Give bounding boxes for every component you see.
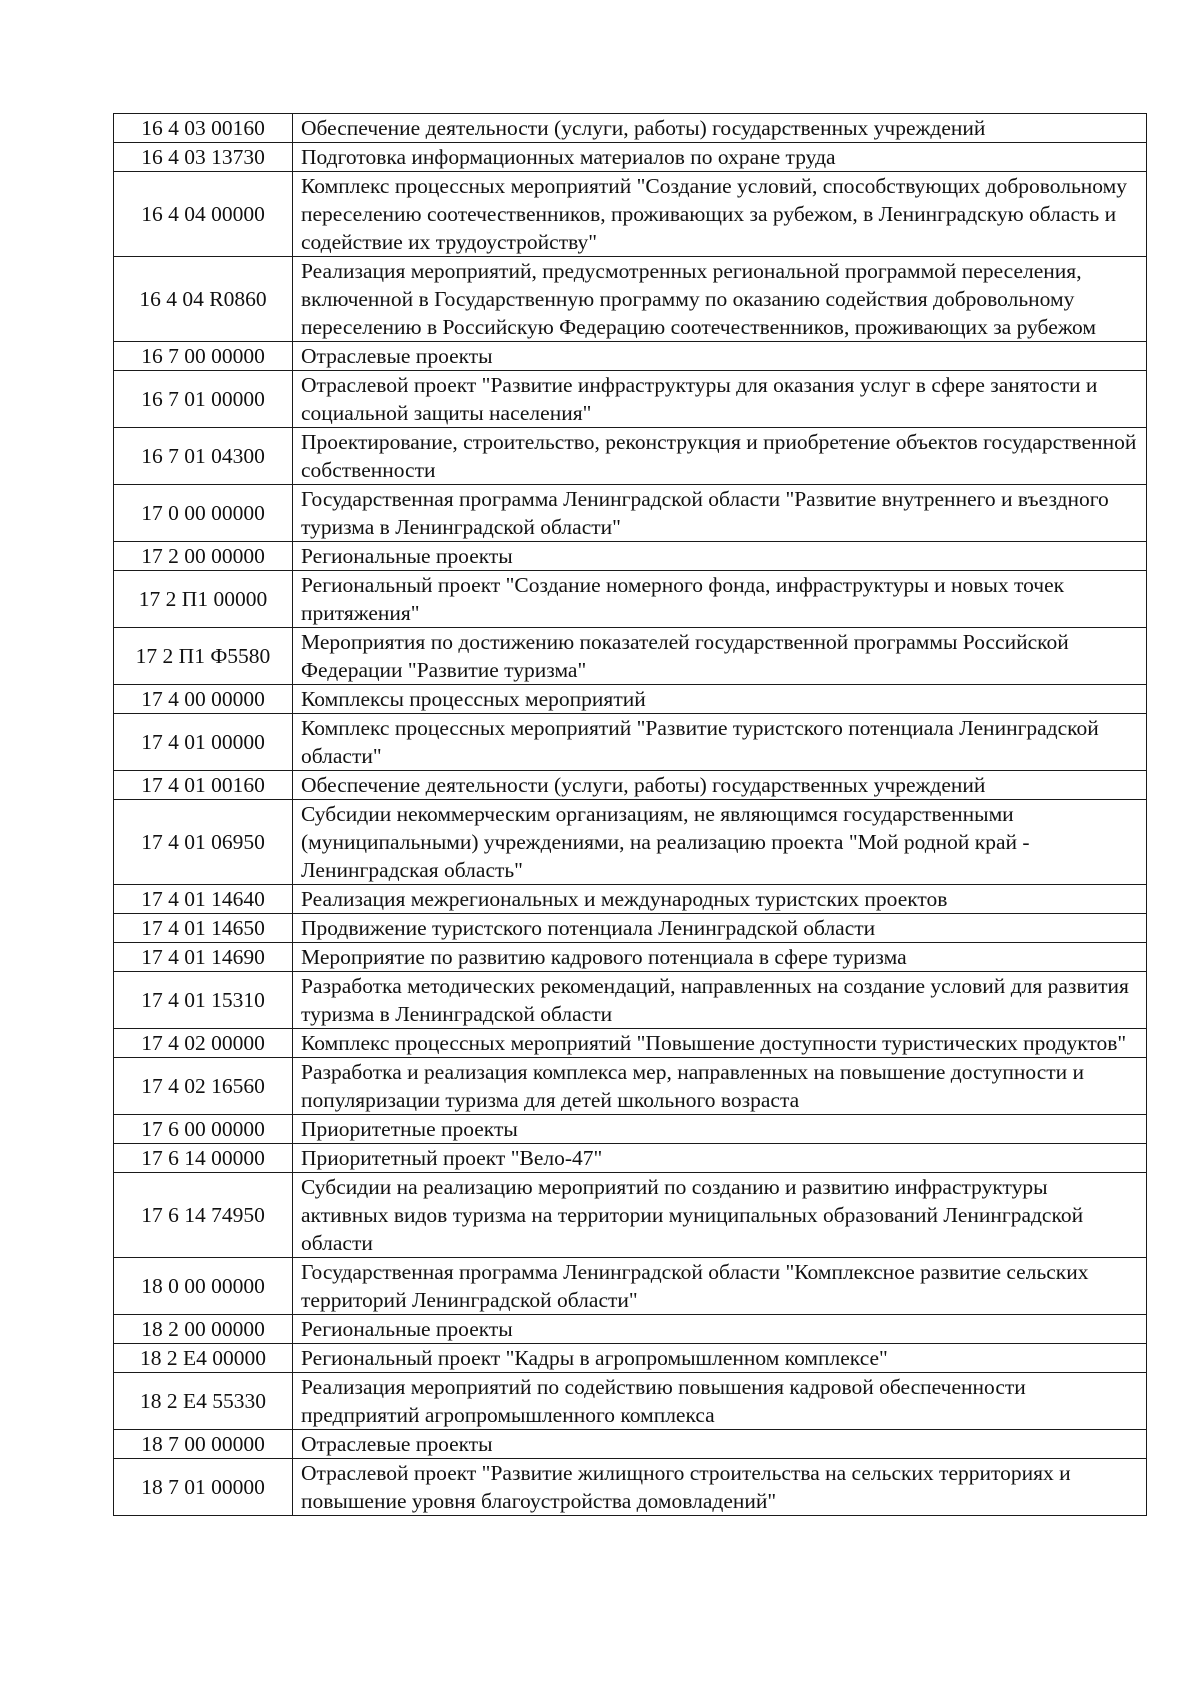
table-row — [114, 1058, 1147, 1115]
row-code: 17 2 00 00000 — [114, 542, 293, 571]
row-description: Реализация мероприятий по содействию повышения кадровой обеспеченности предприятий агропромышленного комплекса — [293, 1373, 1147, 1430]
row-description: Мероприятие по развитию кадрового потенциала в сфере туризма — [293, 943, 1147, 972]
row-description: Комплекс процессных мероприятий "Развитие туристского потенциала Ленинградской области" — [293, 714, 1147, 771]
table-row — [114, 1430, 1147, 1459]
table-row — [114, 371, 1147, 428]
row-code: 17 2 П1 00000 — [114, 571, 293, 628]
row-description: Отраслевой проект "Развитие жилищного строительства на сельских территориях и повышение уровня благоустройства домовладений" — [293, 1459, 1147, 1516]
table-row — [114, 1373, 1147, 1430]
table-row — [114, 143, 1147, 172]
row-code: 17 4 01 14650 — [114, 914, 293, 943]
row-description: Подготовка информационных материалов по охране труда — [293, 143, 1147, 172]
table-row — [114, 1029, 1147, 1058]
row-description: Субсидии на реализацию мероприятий по созданию и развитию инфраструктуры активных видов туризма на территории муниципальных образований Ленинградской области — [293, 1173, 1147, 1258]
row-code: 18 7 01 00000 — [114, 1459, 293, 1516]
row-description: Отраслевой проект "Развитие инфраструктуры для оказания услуг в сфере занятости и социальной защиты населения" — [293, 371, 1147, 428]
row-code: 17 4 01 14690 — [114, 943, 293, 972]
table-row — [114, 771, 1147, 800]
row-description: Комплекс процессных мероприятий "Повышение доступности туристических продуктов" — [293, 1029, 1147, 1058]
row-description: Государственная программа Ленинградской области "Комплексное развитие сельских территорий Ленинградской области" — [293, 1258, 1147, 1315]
table-row — [114, 571, 1147, 628]
row-code: 17 6 00 00000 — [114, 1115, 293, 1144]
row-code: 16 4 03 13730 — [114, 143, 293, 172]
row-description: Проектирование, строительство, реконструкция и приобретение объектов государственной собственности — [293, 428, 1147, 485]
row-code: 17 0 00 00000 — [114, 485, 293, 542]
row-description: Реализация мероприятий, предусмотренных региональной программой переселения, включенной в Государственную программу по оказанию содействия добровольному переселению в Российскую Федерацию соотечественников, проживающих за рубежом — [293, 257, 1147, 342]
row-description: Продвижение туристского потенциала Ленинградской области — [293, 914, 1147, 943]
table-row — [114, 342, 1147, 371]
row-description: Обеспечение деятельности (услуги, работы) государственных учреждений — [293, 771, 1147, 800]
table-row — [114, 1144, 1147, 1173]
table-row — [114, 1258, 1147, 1315]
table-row — [114, 943, 1147, 972]
table-row — [114, 628, 1147, 685]
row-description: Региональные проекты — [293, 542, 1147, 571]
row-description: Мероприятия по достижению показателей государственной программы Российской Федерации "Развитие туризма" — [293, 628, 1147, 685]
row-code: 18 0 00 00000 — [114, 1258, 293, 1315]
table-row — [114, 172, 1147, 257]
row-code: 16 4 04 R0860 — [114, 257, 293, 342]
table-row — [114, 1315, 1147, 1344]
table-row — [114, 257, 1147, 342]
table-row — [114, 1459, 1147, 1516]
row-code: 16 7 00 00000 — [114, 342, 293, 371]
row-code: 16 4 03 00160 — [114, 114, 293, 143]
row-description: Разработка и реализация комплекса мер, направленных на повышение доступности и популяризации туризма для детей школьного возраста — [293, 1058, 1147, 1115]
row-code: 17 4 01 14640 — [114, 885, 293, 914]
table-row — [114, 428, 1147, 485]
row-description: Приоритетные проекты — [293, 1115, 1147, 1144]
table-row — [114, 1173, 1147, 1258]
row-code: 16 7 01 04300 — [114, 428, 293, 485]
row-description: Комплексы процессных мероприятий — [293, 685, 1147, 714]
row-code: 17 6 14 00000 — [114, 1144, 293, 1173]
row-code: 17 2 П1 Ф5580 — [114, 628, 293, 685]
table-row — [114, 914, 1147, 943]
table-row — [114, 972, 1147, 1029]
table-row — [114, 114, 1147, 143]
budget-classification-table — [113, 113, 1147, 1516]
row-code: 16 7 01 00000 — [114, 371, 293, 428]
row-code: 18 2 Е4 00000 — [114, 1344, 293, 1373]
table-row — [114, 885, 1147, 914]
row-code: 17 4 01 06950 — [114, 800, 293, 885]
row-code: 17 4 02 16560 — [114, 1058, 293, 1115]
table-row — [114, 1344, 1147, 1373]
table-row — [114, 1115, 1147, 1144]
table-row — [114, 800, 1147, 885]
row-code: 17 4 01 00160 — [114, 771, 293, 800]
row-code: 17 4 01 15310 — [114, 972, 293, 1029]
table-row — [114, 714, 1147, 771]
row-description: Приоритетный проект "Вело-47" — [293, 1144, 1147, 1173]
table-row — [114, 485, 1147, 542]
row-description: Региональный проект "Создание номерного фонда, инфраструктуры и новых точек притяжения" — [293, 571, 1147, 628]
row-description: Обеспечение деятельности (услуги, работы) государственных учреждений — [293, 114, 1147, 143]
row-description: Комплекс процессных мероприятий "Создание условий, способствующих добровольному переселению соотечественников, проживающих за рубежом, в Ленинградскую область и содействие их трудоустройству" — [293, 172, 1147, 257]
row-description: Отраслевые проекты — [293, 1430, 1147, 1459]
row-code: 17 6 14 74950 — [114, 1173, 293, 1258]
table-body — [114, 114, 1147, 1516]
row-code: 17 4 02 00000 — [114, 1029, 293, 1058]
row-code: 16 4 04 00000 — [114, 172, 293, 257]
row-description: Отраслевые проекты — [293, 342, 1147, 371]
table-row — [114, 685, 1147, 714]
row-code: 17 4 00 00000 — [114, 685, 293, 714]
row-code: 18 2 Е4 55330 — [114, 1373, 293, 1430]
row-description: Реализация межрегиональных и международных туристских проектов — [293, 885, 1147, 914]
row-description: Государственная программа Ленинградской области "Развитие внутреннего и въездного туризма в Ленинградской области" — [293, 485, 1147, 542]
row-code: 18 7 00 00000 — [114, 1430, 293, 1459]
row-description: Субсидии некоммерческим организациям, не являющимся государственными (муниципальными) учреждениями, на реализацию проекта "Мой родной край - Ленинградская область" — [293, 800, 1147, 885]
row-description: Разработка методических рекомендаций, направленных на создание условий для развития туризма в Ленинградской области — [293, 972, 1147, 1029]
row-code: 17 4 01 00000 — [114, 714, 293, 771]
row-description: Региональный проект "Кадры в агропромышленном комплексе" — [293, 1344, 1147, 1373]
row-description: Региональные проекты — [293, 1315, 1147, 1344]
table-row — [114, 542, 1147, 571]
row-code: 18 2 00 00000 — [114, 1315, 293, 1344]
